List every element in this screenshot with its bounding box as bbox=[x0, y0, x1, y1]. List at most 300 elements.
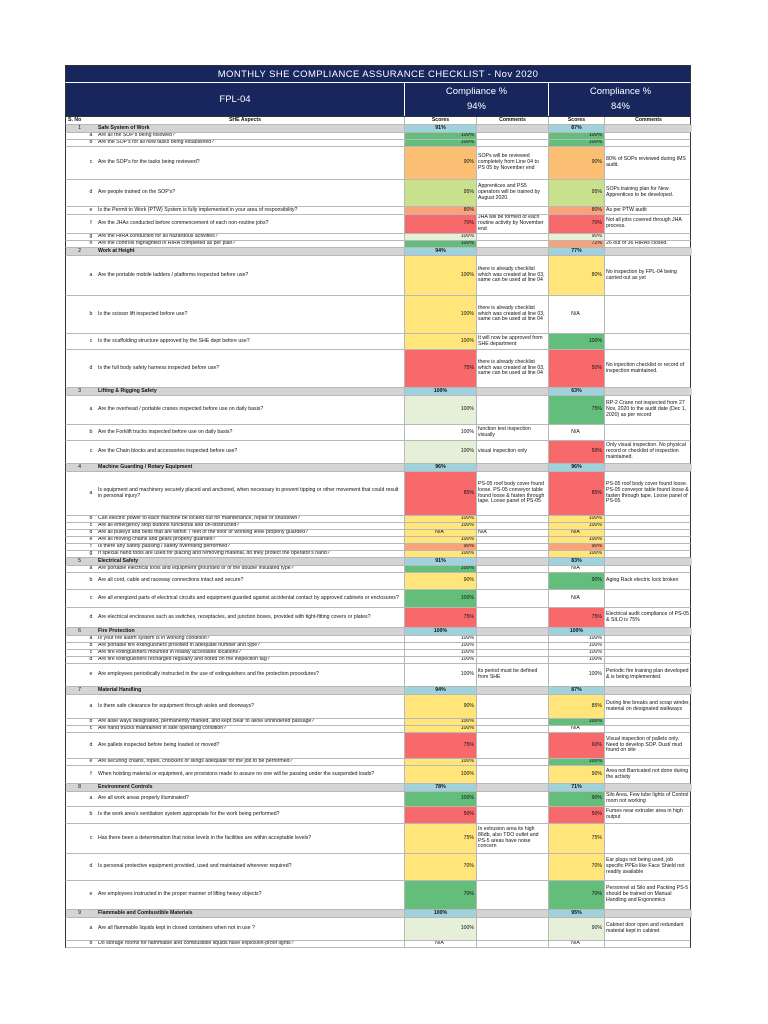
row-number bbox=[66, 695, 86, 718]
question-row bbox=[65, 396, 691, 425]
score-1: 75% bbox=[404, 350, 476, 387]
score-1: 100% bbox=[404, 334, 476, 349]
question-text: Is the scissor lift inspected before use? bbox=[98, 310, 188, 317]
item-letter: a bbox=[89, 566, 93, 572]
comment-1: It will now be approved from SHE department bbox=[476, 334, 548, 349]
question-text: Are aisle ways designated, permanently marked, and kept clear to allow unhindered passage? bbox=[98, 719, 315, 725]
comment-2: Personnel at Silo and Packing PS-5 should be trained on Manual Handling and Ergonomics bbox=[604, 881, 692, 909]
comment-2: RP-2 Crane not inspected from 27 Nov, 2020 to the audit date (Dec 1, 2020) as per record bbox=[604, 396, 692, 424]
score-2: 95% bbox=[548, 180, 604, 206]
score-2: 75% bbox=[548, 824, 604, 853]
item-letter: d bbox=[89, 530, 93, 536]
comment-1: SOPs will be reviewed completely from Line 04 to PS 05 by November end bbox=[476, 147, 548, 179]
col-sno-header: S. No bbox=[68, 117, 82, 123]
section-title: Machine Guarding / Rotary Equipment bbox=[96, 464, 404, 471]
score-2: 100% bbox=[548, 537, 604, 543]
item-letter: b bbox=[89, 428, 93, 435]
score-2: 96% bbox=[548, 464, 604, 471]
comment-1 bbox=[476, 544, 548, 550]
item-letter: d bbox=[89, 613, 93, 620]
section-row bbox=[65, 388, 691, 396]
comment-1 bbox=[476, 590, 548, 607]
item-letter: c bbox=[89, 834, 93, 841]
question-row bbox=[65, 147, 691, 180]
comment-2: Not all jobs covered through JHA process. bbox=[604, 215, 692, 233]
score-2: 63% bbox=[548, 388, 604, 395]
row-number bbox=[66, 207, 86, 214]
question-row bbox=[65, 918, 691, 941]
col-comments-2-header: Comments bbox=[604, 117, 692, 124]
comment-2 bbox=[604, 125, 692, 132]
site-name: FPL-04 bbox=[219, 94, 251, 105]
comment-2: Area not Barricated not done during the activity bbox=[604, 766, 692, 783]
score-2: 100% bbox=[548, 628, 604, 635]
comment-2: Silo Area, Few tube lights of Control room not working bbox=[604, 792, 692, 806]
item-letter: h bbox=[89, 241, 93, 247]
score-1: 100% bbox=[404, 523, 476, 529]
comment-2 bbox=[604, 643, 692, 649]
score-1: 100% bbox=[404, 256, 476, 295]
comment-1 bbox=[476, 566, 548, 572]
question-row bbox=[65, 516, 691, 523]
comment-1 bbox=[476, 125, 548, 132]
question-row bbox=[65, 941, 691, 948]
row-number bbox=[66, 657, 86, 663]
item-letter: f bbox=[90, 544, 92, 550]
score-2: 75% bbox=[548, 396, 604, 424]
comment-1 bbox=[476, 854, 548, 880]
question-text: Are all the SOP's being followed? bbox=[98, 133, 175, 139]
question-text: Are all emergency stop buttons functional and un-obstructed? bbox=[98, 523, 240, 529]
question-text: Is the Permit to Work (PTW) System is fully implemented in your area of responsibility? bbox=[98, 207, 298, 213]
score-1: 100% bbox=[404, 590, 476, 607]
row-number bbox=[66, 296, 86, 333]
comment-2: Cabinet door open and redundant material kept in cabinet bbox=[604, 918, 692, 940]
score-1: 100% bbox=[404, 636, 476, 642]
score-1: 100% bbox=[404, 234, 476, 240]
column-header-row bbox=[65, 116, 691, 125]
question-text: Are the SOP's for the tasks being reviewed? bbox=[98, 159, 200, 166]
score-2: 100% bbox=[548, 516, 604, 522]
comment-1: there is already checklist which was created at line 03, same can be used at line 04 bbox=[476, 256, 548, 295]
comment-1 bbox=[476, 910, 548, 917]
score-1: 75% bbox=[404, 733, 476, 758]
row-number bbox=[66, 215, 86, 233]
item-letter bbox=[86, 910, 96, 917]
score-2: 100% bbox=[548, 719, 604, 725]
item-letter: a bbox=[89, 795, 93, 802]
score-2: 50% bbox=[548, 350, 604, 387]
row-number bbox=[66, 643, 86, 649]
compliance-label-2: Compliance % bbox=[589, 86, 652, 97]
item-letter: a bbox=[89, 133, 93, 139]
section-title: Work at Height bbox=[96, 248, 404, 255]
item-letter bbox=[86, 784, 96, 791]
score-1: 94% bbox=[404, 687, 476, 694]
question-text: Are the controls highlighted in HIRA completed as per plan? bbox=[98, 241, 236, 247]
score-1: 100% bbox=[404, 133, 476, 139]
comment-2 bbox=[604, 590, 692, 607]
item-letter: a bbox=[89, 271, 93, 278]
score-1: 100% bbox=[404, 759, 476, 765]
score-2: 70% bbox=[548, 854, 604, 880]
comment-2 bbox=[604, 464, 692, 471]
score-2: 90% bbox=[548, 918, 604, 940]
row-number bbox=[66, 650, 86, 656]
comment-2: 26 out of 36 HIRAs closed. bbox=[604, 241, 692, 247]
comment-2 bbox=[604, 530, 692, 536]
score-1: 100% bbox=[404, 657, 476, 663]
question-text: Are the HIRA conducted for all hazardous activities? bbox=[98, 234, 218, 240]
question-text: Are the Chain blocks and accessories inspected before use? bbox=[98, 448, 238, 455]
score-1: 90% bbox=[404, 544, 476, 550]
section-row bbox=[65, 464, 691, 472]
comment-1 bbox=[476, 881, 548, 909]
comment-2 bbox=[604, 824, 692, 853]
item-letter bbox=[86, 628, 96, 635]
comment-2 bbox=[604, 941, 692, 947]
score-2: 100% bbox=[548, 140, 604, 146]
score-1: 70% bbox=[404, 881, 476, 909]
row-number bbox=[66, 726, 86, 732]
section-row bbox=[65, 628, 691, 636]
comment-2 bbox=[604, 759, 692, 765]
row-number bbox=[66, 551, 86, 557]
comment-2: Fumes near extruder area in high output bbox=[604, 807, 692, 823]
comment-1 bbox=[476, 759, 548, 765]
score-1: 70% bbox=[404, 215, 476, 233]
score-1: 100% bbox=[404, 719, 476, 725]
comment-2 bbox=[604, 910, 692, 917]
score-2: 70% bbox=[548, 881, 604, 909]
comment-1 bbox=[476, 636, 548, 642]
question-row bbox=[65, 544, 691, 551]
score-2: 60% bbox=[548, 733, 604, 758]
item-letter bbox=[86, 248, 96, 255]
comment-1 bbox=[476, 388, 548, 395]
score-2: 87% bbox=[548, 125, 604, 132]
item-letter: a bbox=[89, 636, 93, 642]
score-1: 100% bbox=[404, 388, 476, 395]
question-row bbox=[65, 234, 691, 241]
comment-1 bbox=[476, 248, 548, 255]
row-number bbox=[66, 766, 86, 783]
comment-1 bbox=[476, 733, 548, 758]
score-2: N/A bbox=[548, 530, 604, 536]
score-1: 90% bbox=[404, 573, 476, 589]
question-text: Are electrical enclosures such as switches, receptacles, and junction boxes, provided with tight-fitting covers or plates? bbox=[98, 613, 371, 620]
score-1: 94% bbox=[404, 248, 476, 255]
comment-2 bbox=[604, 425, 692, 440]
comment-1: JHA will be formed of each routine activity by November end bbox=[476, 215, 548, 233]
question-row bbox=[65, 657, 691, 664]
comment-2 bbox=[604, 523, 692, 529]
row-number: 7 bbox=[66, 687, 86, 694]
question-row bbox=[65, 425, 691, 441]
question-text: Are pallets inspected before being loaded or moved? bbox=[98, 741, 220, 748]
item-letter: e bbox=[89, 537, 93, 543]
question-row bbox=[65, 766, 691, 784]
score-1: N/A bbox=[404, 941, 476, 947]
score-1: 100% bbox=[404, 766, 476, 783]
score-2: 90% bbox=[548, 147, 604, 179]
comment-1 bbox=[476, 792, 548, 806]
row-number bbox=[66, 807, 86, 823]
comment-2 bbox=[604, 140, 692, 146]
checklist-rows bbox=[65, 125, 691, 948]
question-text: Are fire extinguishers recharged regularly and noted on the inspection tag? bbox=[98, 657, 270, 663]
row-number bbox=[66, 918, 86, 940]
score-2: 100% bbox=[548, 650, 604, 656]
question-text: Are portable electrical tools and equipment grounded or of the double insulated type? bbox=[98, 566, 294, 572]
question-row bbox=[65, 241, 691, 248]
score-1: 100% bbox=[404, 664, 476, 686]
item-letter: e bbox=[89, 891, 93, 898]
row-number bbox=[66, 664, 86, 686]
score-2: 85% bbox=[548, 472, 604, 515]
question-row bbox=[65, 334, 691, 350]
item-letter: b bbox=[89, 719, 93, 725]
item-letter: c bbox=[89, 523, 93, 529]
score-1: 78% bbox=[404, 784, 476, 791]
section-row bbox=[65, 248, 691, 256]
question-text: Is your fire alarm system is in working condition? bbox=[98, 636, 210, 642]
score-1: 80% bbox=[404, 207, 476, 214]
comment-2 bbox=[604, 334, 692, 349]
score-2: 85% bbox=[548, 695, 604, 718]
item-letter: c bbox=[89, 159, 93, 166]
question-text: Is there any safety passing / safety overriding performed? bbox=[98, 544, 231, 550]
comment-1 bbox=[476, 396, 548, 424]
item-letter: c bbox=[89, 594, 93, 601]
question-text: Is the full body safety harness inspected before use? bbox=[98, 364, 220, 371]
item-letter: b bbox=[89, 941, 93, 947]
item-letter: e bbox=[89, 671, 93, 678]
question-row bbox=[65, 664, 691, 687]
question-row bbox=[65, 792, 691, 807]
row-number bbox=[66, 441, 86, 463]
item-letter: c bbox=[89, 448, 93, 455]
compliance-block-2 bbox=[548, 83, 692, 116]
question-text: Are securing chains, ropes, chockers or slings adequate for the job to be performed? bbox=[98, 759, 293, 765]
question-text: Are fire extinguishers mounted in readily accessible locations? bbox=[98, 650, 242, 656]
row-number bbox=[66, 759, 86, 765]
comment-1: function test inspection visually bbox=[476, 425, 548, 440]
item-letter: c bbox=[89, 650, 93, 656]
comment-1 bbox=[476, 726, 548, 732]
score-2: 50% bbox=[548, 441, 604, 463]
score-2: 50% bbox=[548, 807, 604, 823]
score-2: N/A bbox=[548, 726, 604, 732]
question-row bbox=[65, 650, 691, 657]
score-2: 100% bbox=[548, 759, 604, 765]
question-row bbox=[65, 180, 691, 207]
score-1: 100% bbox=[404, 537, 476, 543]
question-text: Are all pulleys and belts that are within 7 feet of the floor or working level properly guarded? bbox=[98, 530, 308, 536]
row-number bbox=[66, 719, 86, 725]
row-number bbox=[66, 854, 86, 880]
score-1: 100% bbox=[404, 516, 476, 522]
item-letter: a bbox=[89, 702, 93, 709]
question-row bbox=[65, 695, 691, 719]
section-row bbox=[65, 784, 691, 792]
score-2: 80% bbox=[548, 207, 604, 214]
score-1: 100% bbox=[404, 910, 476, 917]
row-number: 6 bbox=[66, 628, 86, 635]
comment-2 bbox=[604, 726, 692, 732]
comment-1 bbox=[476, 551, 548, 557]
question-row bbox=[65, 636, 691, 643]
question-row bbox=[65, 530, 691, 537]
row-number: 5 bbox=[66, 558, 86, 565]
comment-2 bbox=[604, 388, 692, 395]
score-2: N/A bbox=[548, 566, 604, 572]
score-2: 72% bbox=[548, 241, 604, 247]
question-row bbox=[65, 566, 691, 573]
section-title: Environment Controls bbox=[96, 784, 404, 791]
row-number: 8 bbox=[66, 784, 86, 791]
score-1: 100% bbox=[404, 628, 476, 635]
question-text: Can electric power to each machine be locked out for maintenance, repair or shutdown? bbox=[98, 516, 301, 522]
row-number bbox=[66, 472, 86, 515]
question-text: Are employees periodically instructed in the use of extinguishers and fire protection procedures? bbox=[98, 671, 319, 678]
item-letter: g bbox=[89, 234, 93, 240]
question-text: Are the JHAs conducted before commencement of each non-routine jobs? bbox=[98, 220, 269, 227]
row-number bbox=[66, 792, 86, 806]
question-row bbox=[65, 441, 691, 464]
comment-1 bbox=[476, 516, 548, 522]
comment-1 bbox=[476, 807, 548, 823]
comment-2 bbox=[604, 133, 692, 139]
item-letter: e bbox=[89, 207, 93, 213]
score-2: 87% bbox=[548, 687, 604, 694]
question-text: Are all energized parts of electrical circuits and equipment guarded against accidental contact by approved cabinets or enclosures? bbox=[98, 594, 399, 601]
score-1: 75% bbox=[404, 824, 476, 853]
row-number bbox=[66, 537, 86, 543]
question-row bbox=[65, 590, 691, 608]
comment-1 bbox=[476, 523, 548, 529]
comment-2 bbox=[604, 566, 692, 572]
comment-1: In extrusion area its high 86db, also TDO outlet and PS-5 areas have noise concern bbox=[476, 824, 548, 853]
section-row bbox=[65, 910, 691, 918]
comment-2: No inpection checklist or record of inspection maintained. bbox=[604, 350, 692, 387]
question-row bbox=[65, 207, 691, 215]
item-letter bbox=[86, 687, 96, 694]
row-number bbox=[66, 573, 86, 589]
score-2: 77% bbox=[548, 248, 604, 255]
comment-1 bbox=[476, 719, 548, 725]
score-2: 80% bbox=[548, 256, 604, 295]
comment-2 bbox=[604, 784, 692, 791]
comment-2: As per PTW audit bbox=[604, 207, 692, 214]
section-title: Material Handling bbox=[96, 687, 404, 694]
score-2: 75% bbox=[548, 608, 604, 627]
sheet-title: MONTHLY SHE COMPLIANCE ASSURANCE CHECKLIST - Nov 2020 bbox=[65, 65, 691, 83]
row-number bbox=[66, 544, 86, 550]
comment-2 bbox=[604, 551, 692, 557]
comment-1: PS-05 roof body cover found loose. PS-05 conveyor table found loose & fasten through tape. Loose panel of PS-05 bbox=[476, 472, 548, 515]
question-row bbox=[65, 472, 691, 516]
comment-2 bbox=[604, 650, 692, 656]
row-number bbox=[66, 608, 86, 627]
score-1: 100% bbox=[404, 643, 476, 649]
comment-2 bbox=[604, 516, 692, 522]
question-text: Are employees instructed in the proper manner of lifting heavy objects? bbox=[98, 891, 262, 898]
item-letter: d bbox=[89, 741, 93, 748]
site-header bbox=[65, 83, 691, 116]
question-text: Is the work area's ventilation system appropriate for the work being performed? bbox=[98, 811, 280, 818]
comment-2 bbox=[604, 234, 692, 240]
row-number bbox=[66, 350, 86, 387]
score-2: 90% bbox=[548, 766, 604, 783]
row-number: 4 bbox=[66, 464, 86, 471]
question-row bbox=[65, 523, 691, 530]
item-letter: c bbox=[89, 337, 93, 344]
row-number bbox=[66, 636, 86, 642]
score-1: 100% bbox=[404, 726, 476, 732]
question-text: When hoisting material or equipment, are provisions made to assure no one will be passing under the suspended loads? bbox=[98, 770, 375, 777]
compliance-value-1: 94% bbox=[466, 101, 486, 112]
score-1: 100% bbox=[404, 650, 476, 656]
question-row bbox=[65, 824, 691, 854]
comment-2 bbox=[604, 296, 692, 333]
score-1: 100% bbox=[404, 566, 476, 572]
comment-2 bbox=[604, 657, 692, 663]
comment-1 bbox=[476, 537, 548, 543]
section-title: Safe System of Work bbox=[96, 125, 404, 132]
comment-2 bbox=[604, 248, 692, 255]
score-2: 71% bbox=[548, 784, 604, 791]
comment-1 bbox=[476, 695, 548, 718]
item-letter: d bbox=[89, 364, 93, 371]
comment-2: 80% of SOPs reviewed during IMS audit. bbox=[604, 147, 692, 179]
question-row bbox=[65, 537, 691, 544]
item-letter: d bbox=[89, 189, 93, 196]
score-2: N/A bbox=[548, 941, 604, 947]
item-letter: a bbox=[89, 925, 93, 932]
question-text: Are all work areas properly illuminated? bbox=[98, 795, 189, 802]
comment-1: there is already checklist which was created at line 03, same can be used at line 04 bbox=[476, 296, 548, 333]
comment-2: SOPs training plan for New Apprentices to be developed. bbox=[604, 180, 692, 206]
score-2: N/A bbox=[548, 590, 604, 607]
row-number bbox=[66, 425, 86, 440]
score-2: 90% bbox=[548, 792, 604, 806]
score-1: 50% bbox=[404, 807, 476, 823]
score-2: 90% bbox=[548, 544, 604, 550]
item-letter: d bbox=[89, 657, 93, 663]
comment-1: Apprentices and PS5 operators will be trained by August 2020. bbox=[476, 180, 548, 206]
item-letter: d bbox=[89, 863, 93, 870]
row-number bbox=[66, 881, 86, 909]
comment-2: Visual inspection of pallets only. Need to develop SOP. Dust/ mud found on site bbox=[604, 733, 692, 758]
comment-2 bbox=[604, 687, 692, 694]
comment-2: PS-05 roof body cover found loose. PS-05 conveyor table found loose & fasten through tape. Loose panel of PS-05 bbox=[604, 472, 692, 515]
comment-1: its period must be defined from SHE bbox=[476, 664, 548, 686]
score-1: 91% bbox=[404, 558, 476, 565]
score-1: 85% bbox=[404, 472, 476, 515]
score-2: 90% bbox=[548, 234, 604, 240]
question-row bbox=[65, 256, 691, 296]
row-number bbox=[66, 133, 86, 139]
question-text: Are all flammable liquids kept in closed containers when not in use ? bbox=[98, 925, 255, 932]
comment-1 bbox=[476, 941, 548, 947]
score-1: 90% bbox=[404, 147, 476, 179]
row-number bbox=[66, 733, 86, 758]
score-1: 100% bbox=[404, 425, 476, 440]
question-row bbox=[65, 215, 691, 234]
col-aspects-header: SHE Aspects bbox=[228, 117, 262, 123]
comment-2: Periodic fire training plan developed & is being implemented. bbox=[604, 664, 692, 686]
